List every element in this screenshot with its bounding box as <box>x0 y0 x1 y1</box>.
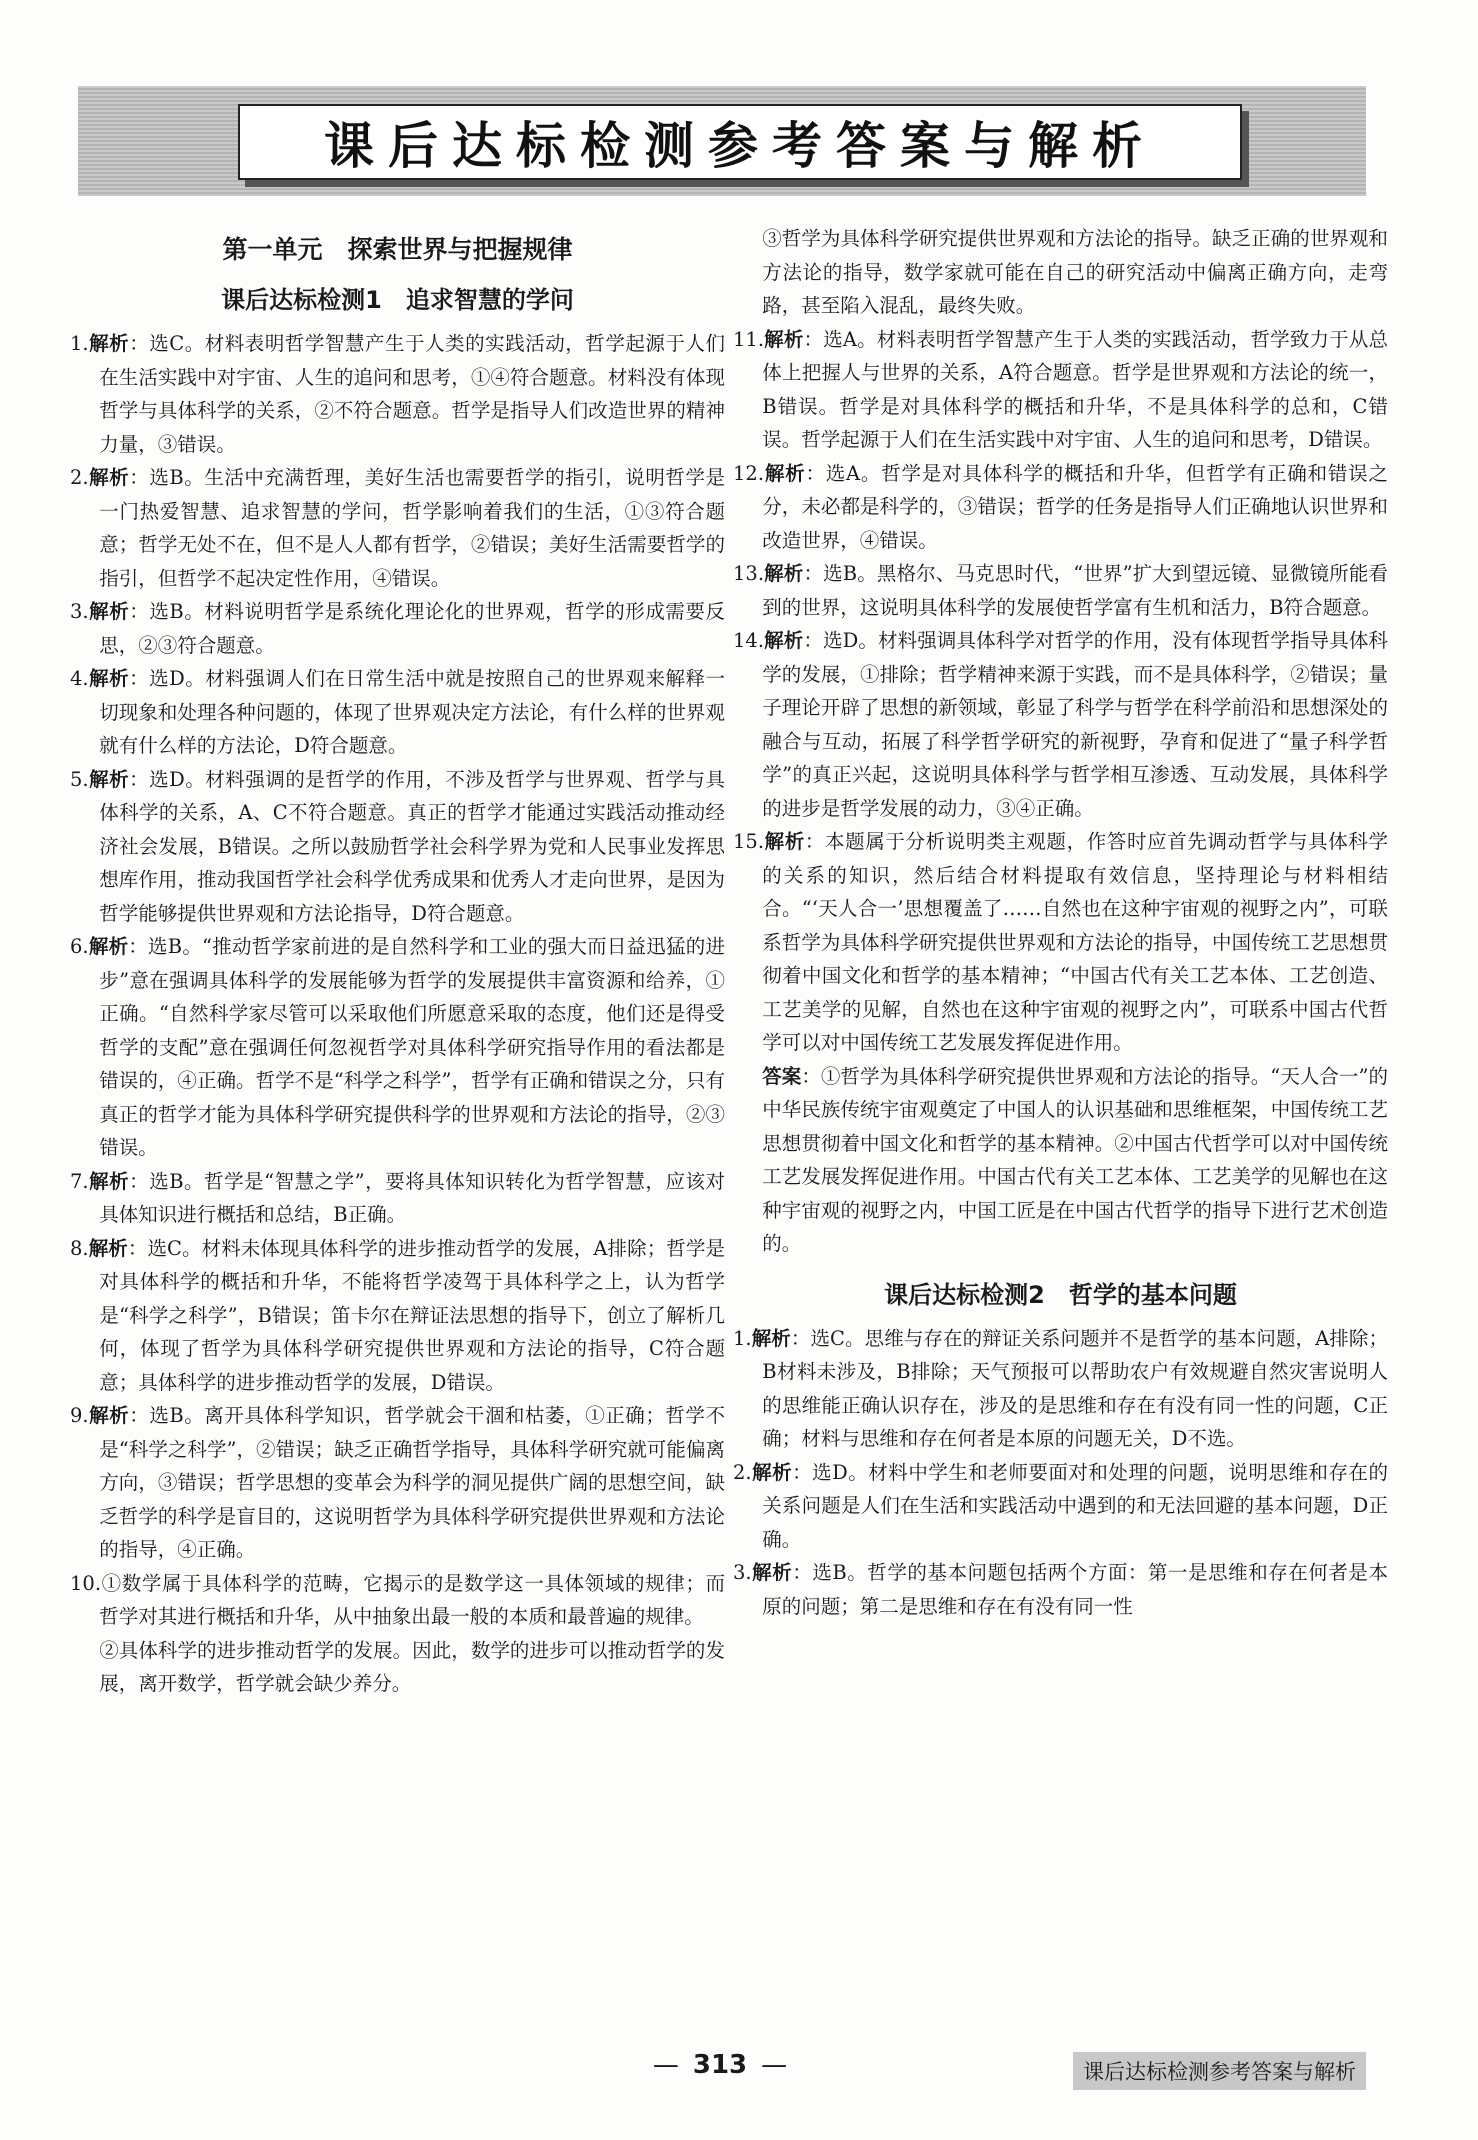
item-text: ：选D。材料强调的是哲学的作用，不涉及哲学与世界观、哲学与具体科学的关系，A、C不符合题意。真正的哲学才能通过实践活动推动经济社会发展，B错误。之所以鼓励哲学社会科学界为党和人民事业发挥思想库作用，推动我国哲学社会科学优秀成果和优秀人才走向世界，是因为哲学能够提供世界观和方法论指导，D符合题意。 <box>99 767 725 925</box>
answer-item <box>733 323 1388 457</box>
item-text: ：选D。材料强调具体科学对哲学的作用，没有体现哲学指导具体科学的发展，①排除；哲学精神来源于实践，而不是具体科学，②错误；量子理论开辟了思想的新领域，彰显了科学与哲学在科学前沿和思想深处的融合与互动，拓展了科学哲学研究的新视野，孕育和促进了“量子科学哲学”的真正兴起，这说明具体科学与哲学相互渗透、互动发展，具体科学的进步是哲学发展的动力，③④正确。 <box>762 629 1388 820</box>
item-number: 10. <box>70 1571 102 1595</box>
page-title: 课后达标检测参考答案与解析 <box>324 117 1156 175</box>
item-text: ：选B。“推动哲学家前进的是自然科学和工业的强大而日益迅猛的进步”意在强调具体科学的发展能够为哲学的发展提供丰富资源和给养，①正确。“自然科学家尽管可以采取他们所愿意采取的态度，他们还是得受哲学的支配”意在强调任何忽视哲学对具体科学研究指导作用的看法都是错误的，④正确。哲学不是“科学之科学”，哲学有正确和错误之分，只有真正的哲学才能为具体科学研究提供科学的世界观和方法论的指导，②③错误。 <box>99 935 725 1159</box>
item-number: 12. <box>733 461 765 485</box>
item-number: 6. <box>70 935 89 958</box>
answer-item <box>733 1456 1388 1557</box>
item-text: ：选C。思维与存在的辩证关系问题并不是哲学的基本问题，A排除；B材料未涉及，B排除；天气预报可以帮助农户有效规避自然灾害说明人的思维能正确认识存在，涉及的是思维和存在有没有同一性的问题，C正确；材料与思维和存在何者是本原的问题无关，D不选。 <box>762 1326 1388 1450</box>
item-text: ：选D。材料中学生和老师要面对和处理的问题，说明思维和存在的关系问题是人们在生活和实践活动中遇到的和无法回避的基本问题，D正确。 <box>762 1460 1388 1551</box>
answer-item <box>733 624 1388 825</box>
answer-item <box>70 461 725 595</box>
item-number: 7. <box>70 1169 89 1193</box>
answer-item <box>70 930 725 1165</box>
section-title-2: 课后达标检测2 哲学的基本问题 <box>884 1280 1237 1309</box>
answer-label: 答案 <box>762 1064 802 1088</box>
continuation-paragraph: ②具体科学的进步推动哲学的发展。因此，数学的进步可以推动哲学的发展，离开数学，哲学就会缺少养分。 <box>99 1638 725 1695</box>
item-number: 2. <box>733 1460 752 1484</box>
answer-item <box>733 557 1388 624</box>
item-text: ：选B。哲学是“智慧之学”，要将具体知识转化为哲学智慧，应该对具体知识进行概括和总结，B正确。 <box>99 1169 725 1226</box>
item-number: 11. <box>733 327 765 351</box>
item-number: 14. <box>733 629 765 652</box>
item-keyword: 解析 <box>88 1169 130 1193</box>
page-footer <box>0 2050 1478 2090</box>
item-text: ①数学属于具体科学的范畴，它揭示的是数学这一具体领域的规律；而哲学对其进行概括和升华，从中抽象出最一般的本质和最普遍的规律。 <box>99 1571 725 1628</box>
answer-list-1-cont <box>733 323 1388 1060</box>
item-text: ：选B。材料说明哲学是系统化理论化的世界观，哲学的形成需要反思，②③符合题意。 <box>99 600 725 657</box>
item-text: ：选B。哲学的基本问题包括两个方面：第一是思维和存在何者是本原的问题；第二是思维和存在有没有同一性 <box>762 1561 1388 1618</box>
title-banner <box>78 86 1366 196</box>
item-text: ：选C。材料未体现具体科学的进步推动哲学的发展，A排除；哲学是对具体科学的概括和升华，不能将哲学凌驾于具体科学之上，认为哲学是“科学之科学”，B错误；笛卡尔在辩证法思想的指导下，创立了解析几何，体现了哲学为具体科学研究提供世界观和方法论的指导，C符合题意；具体科学的进步推动哲学的发展，D错误。 <box>99 1236 725 1394</box>
item-number: 15. <box>733 830 765 853</box>
item-keyword: 解析 <box>88 332 130 355</box>
item-keyword: 解析 <box>764 562 804 585</box>
answer-item <box>70 327 725 461</box>
answer-item <box>733 825 1388 1060</box>
title-box <box>238 104 1242 180</box>
answer-item <box>733 457 1388 558</box>
item-number: 4. <box>70 667 89 690</box>
left-column <box>70 222 725 1701</box>
item-number: 8. <box>70 1236 89 1260</box>
answer-item <box>70 1399 725 1567</box>
item-keyword: 解析 <box>88 667 130 690</box>
continuation-paragraph: ③哲学为具体科学研究提供世界观和方法论的指导。缺乏正确的世界观和方法论的指导，数学家就可能在自己的研究活动中偏离正确方向，走弯路，甚至陷入混乱，最终失败。 <box>762 227 1388 317</box>
item-keyword: 解析 <box>764 461 806 485</box>
item-text: ：选A。哲学是对具体科学的概括和升华，但哲学有正确和错误之分，未必都是科学的，③错误；哲学的任务是指导人们正确地认识世界和改造世界，④错误。 <box>762 461 1388 552</box>
item-text: ：选A。材料表明哲学智慧产生于人类的实践活动，哲学致力于从总体上把握人与世界的关系，A符合题意。哲学是世界观和方法论的统一，B错误。哲学是对具体科学的概括和升华，不是具体科学的总和，C错误。哲学起源于人们在生活实践中对宇宙、人生的追问和思考，D错误。 <box>762 327 1388 451</box>
item-text: ：选B。黑格尔、马克思时代，“世界”扩大到望远镜、显微镜所能看到的世界，这说明具体科学的发展使哲学富有生机和活力，B符合题意。 <box>762 562 1388 619</box>
answer-item <box>733 1556 1388 1623</box>
section-title-1: 课后达标检测1 追求智慧的学问 <box>221 286 574 314</box>
item-text: ：选B。离开具体科学知识，哲学就会干涸和枯萎，①正确；哲学不是“科学之科学”，②错误；缺乏正确哲学指导，具体科学研究就可能偏离方向，③错误；哲学思想的变革会为科学的洞见提供广阔的思想空间，缺乏哲学的科学是盲目的，这说明哲学为具体科学研究提供世界观和方法论的指导，④正确。 <box>99 1404 725 1561</box>
item-keyword: 解析 <box>751 1561 793 1584</box>
item-keyword: 解析 <box>88 466 130 489</box>
item-number: 3. <box>733 1561 752 1584</box>
item-number: 2. <box>70 466 89 489</box>
item-keyword: 解析 <box>751 1460 793 1484</box>
item-keyword: 解析 <box>764 629 804 652</box>
item-keyword: 解析 <box>751 1326 791 1350</box>
item-number: 1. <box>733 1326 752 1350</box>
answer-item <box>70 595 725 662</box>
right-column <box>733 222 1388 1623</box>
item-keyword: 解析 <box>88 1404 130 1427</box>
answer-item <box>70 1232 725 1400</box>
item-text: ：本题属于分析说明类主观题，作答时应首先调动哲学与具体科学的关系的知识，然后结合材料提取有效信息，坚持理论与材料相结合。“‘天人合一’思想覆盖了……自然也在这种宇宙观的视野之内”，可联系哲学为具体科学研究提供世界观和方法论的指导，中国传统工艺思想贯彻着中国文化和哲学的基本精神；“中国古代有关工艺本体、工艺创造、工艺美学的见解，自然也在这种宇宙观的视野之内”，可联系中国古代哲学可以对中国传统工艺发展发挥促进作用。 <box>762 830 1388 1054</box>
item-keyword: 解析 <box>88 1236 128 1260</box>
item-number: 13. <box>733 562 765 585</box>
item-keyword: 解析 <box>88 935 129 958</box>
answer-item <box>70 662 725 763</box>
answer-item <box>70 763 725 931</box>
item-number: 9. <box>70 1404 89 1427</box>
footer-label: 课后达标检测参考答案与解析 <box>1073 2052 1366 2090</box>
item-text: ：选D。材料强调人们在日常生活中就是按照自己的世界观来解释一切现象和处理各种问题的，体现了世界观决定方法论，有什么样的世界观就有什么样的方法论，D符合题意。 <box>99 667 725 757</box>
answer-item <box>70 1165 725 1232</box>
item-keyword: 解析 <box>764 830 805 853</box>
item-keyword: 解析 <box>764 327 804 351</box>
item-keyword: 解析 <box>88 767 130 791</box>
page-number: — 313 — <box>620 2050 820 2080</box>
item-number: 5. <box>70 767 89 791</box>
item-text: ：选B。生活中充满哲理，美好生活也需要哲学的指引，说明哲学是一门热爱智慧、追求智慧的学问，哲学影响着我们的生活，①③符合题意；哲学无处不在，但不是人人都有哲学，②错误；美好生活需要哲学的指引，但哲学不起决定性作用，④错误。 <box>99 466 725 590</box>
answer-text: ：①哲学为具体科学研究提供世界观和方法论的指导。“天人合一”的中华民族传统宇宙观奠定了中国人的认识基础和思维框架，中国传统工艺思想贯彻着中国文化和哲学的基本精神。②中国古代哲学可以对中国传统工艺发展发挥促进作用。中国古代有关工艺本体、工艺美学的见解也在这种宇宙观的视野之内，中国工匠是在中国古代哲学的指导下进行艺术创造的。 <box>762 1064 1388 1255</box>
unit-title: 第一单元 探索世界与把握规律 <box>222 235 573 264</box>
item-keyword: 解析 <box>88 600 130 623</box>
answer-list-2 <box>733 1322 1388 1624</box>
item-number: 1. <box>70 332 89 355</box>
answer-item <box>733 1322 1388 1456</box>
item-number: 3. <box>70 600 89 623</box>
answer-item <box>70 1567 725 1634</box>
answer-list-1 <box>70 327 725 1634</box>
answer-paragraph <box>733 1060 1388 1261</box>
item-text: ：选C。材料表明哲学智慧产生于人类的实践活动，哲学起源于人们在生活实践中对宇宙、人生的追问和思考，①④符合题意。材料没有体现哲学与具体科学的关系，②不符合题意。哲学是指导人们改造世界的精神力量，③错误。 <box>99 332 725 456</box>
